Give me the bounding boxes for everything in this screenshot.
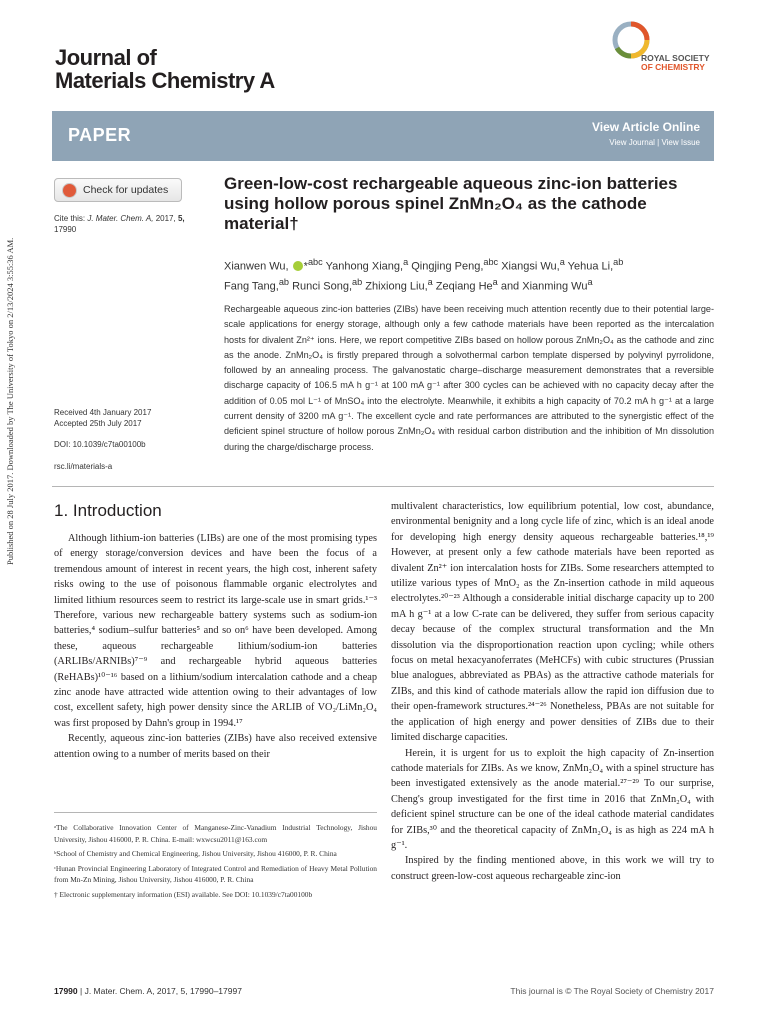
- check-for-updates-button[interactable]: [54, 178, 182, 202]
- received-date: Received 4th January 2017: [54, 408, 152, 417]
- intro-paragraph-1: Although lithium-ion batteries (LIBs) are one of the most promising types of energy storage/conversion devices and have been the focus of a tremendous amount of interest in recent years, the high cost, inherent safety risks owing to the use of poisonous flammable organic electrolytes and limited lithium resources seem to restrict its large-scale use in smart grids.¹⁻³ Therefore, various new rechargeable battery systems such as sodium-ion batteries,⁴ sodium–sulfur batteries⁵ and so on⁶ have been developed. Among these, aqueous rechargeable lithium/sodium-ion batteries (ARLIBs/ARNIBs)⁷⁻⁹ and rechargeable hybrid aqueous batteries (ReHABs)¹⁰⁻¹⁶ based on a lithium/sodium intercalation cathode and a cheap zinc anode have attracted wide attention owing to their advantages of low cost, excellent safety, high power density since the ARLIB of VO₂/LiMn₂O₄ was first proposed by Dahn's group in 1994.¹⁷: [54, 533, 377, 729]
- paper-title: Green-low-cost rechargeable aqueous zinc-ion batteries using hollow porous spinel ZnMn₂O₄ as the cathode material†: [224, 174, 678, 233]
- footnote-b: ᵇSchool of Chemistry and Chemical Engineering, Jishou University, Jishou 416000, P. R. China: [54, 849, 337, 859]
- author-line-2: Fang Tang,$^{ab}$ Runci Song,$^{ab}$ Zhixiong Liu,$^a$ Zeqiang He$^a$ and Xianming Wu$^a$: [224, 277, 593, 293]
- intro-paragraph-3: multivalent characteristics, low equilibrium potential, low cost, abundance, environmental benignity and a long cycle life of zinc, which is an ideal anode for developing high energy density aqueous rechargeable batteries.¹⁸,¹⁹ However, at present only a few cathode materials have been reported as divalent Zn²⁺ ion intercalation hosts for ZIBs. Some researchers attempted to utilize various types of MnO₂ as the Zn-insertion cathode in mild aqueous electrolytes.²⁰⁻²³ Although a considerable initial discharge capacity up to 200 mA h g⁻¹ at a low C-rate can be delivered, they suffer from serious capacity decay because of the complex structural transformation and the Mn dissolution via the disproportionation reaction upon cycling; while others focus on metal hexacyanoferrates (MeHCFs) with cubic structures (Prussian blue analogues, abbreviated as PBAs) as the attractive cathode materials for ZIBs, and this kind of cathode materials allow the rapid ion diffusion due to their open-framework structures.²⁴⁻²⁶ Nonetheless, PBAs are not suitable for the application of high energy and power densities of ZIBs due to their limited discharge capacities.: [391, 501, 714, 744]
- intro-paragraph-5: Inspired by the finding mentioned above, in this work we will try to construct green-low-cost aqueous rechargeable zinc-ion: [391, 855, 714, 882]
- abstract-divider: [52, 486, 714, 487]
- author-line-1: Xianwen Wu, *$^{abc}$ Yanhong Xiang,$^a$ Qingjing Peng,$^{abc}$ Xiangsi Wu,$^a$ Yehua Li,$^{ab}$: [224, 257, 624, 273]
- cite-label: Cite this:: [54, 214, 86, 223]
- journal-title-line2: Materials Chemistry A: [55, 68, 275, 93]
- rsc-logo-line1: ROYAL SOCIETY: [641, 53, 710, 63]
- section-heading-introduction: 1. Introduction: [54, 501, 162, 520]
- footer-journal-citation: | J. Mater. Chem. A, 2017, 5, 17990–17997: [80, 986, 242, 996]
- cite-volume: 5,: [177, 214, 185, 223]
- check-for-updates-label: Check for updates: [83, 184, 169, 196]
- journal-title: [55, 46, 275, 92]
- cite-page: 17990: [54, 224, 77, 234]
- orcid-icon[interactable]: [293, 261, 303, 271]
- page-number: 17990: [54, 986, 78, 996]
- intro-paragraph-4: Herein, it is urgent for us to exploit the high capacity of Zn-insertion cathode materials for ZIBs. As we know, ZnMn₂O₄ with a spinel structure has been investigated extensively as the anode material.²⁷⁻²⁹ To our surprise, Cheng's group investigated for the first time in 2016 that ZnMn₂O₄ with deficient spinel structure can be one of the ideal cathode material candidates for ZIBs,³⁰ and the theoretical capacity of ZnMn₂O₄ is as high as 224 mA h g⁻¹.: [391, 747, 714, 851]
- footnote-c: ᶜHunan Provincial Engineering Laboratory of Integrated Control and Remediation of Heavy Metal Pollution from Mn-Zn Mining, Jishou University, Jishou 416000, P. R. China: [54, 863, 377, 885]
- article-type: PAPER: [68, 125, 132, 145]
- footnote-esi: † Electronic supplementary information (ESI) available. See DOI: 10.1039/c7ta00100b: [54, 889, 313, 899]
- intro-paragraph-2: Recently, aqueous zinc-ion batteries (ZIBs) have also received extensive attention owing to a number of merits based on their: [54, 733, 377, 760]
- journal-title-line1: Journal of: [55, 45, 157, 70]
- doi[interactable]: DOI: 10.1039/c7ta00100b: [54, 440, 146, 449]
- affiliation-footnotes: [54, 822, 377, 904]
- accepted-date: Accepted 25th July 2017: [54, 419, 142, 428]
- view-article-online-link[interactable]: View Article Online: [591, 120, 700, 134]
- journal-link[interactable]: rsc.li/materials-a: [54, 462, 113, 471]
- page-footer-citation: [54, 986, 242, 996]
- journal-issue-links[interactable]: View Journal | View Issue: [609, 138, 700, 147]
- download-note: Published on 28 July 2017. Downloaded by The University of Tokyo on 2/13/2024 3:55:36 AM.: [5, 237, 15, 565]
- citation-block: [54, 214, 204, 235]
- update-badge-icon: [62, 183, 77, 198]
- author-list: [224, 255, 724, 295]
- intro-left-column: [54, 531, 377, 762]
- footnote-rule: [54, 812, 377, 813]
- abstract: Rechargeable aqueous zinc-ion batteries (ZIBs) have been receiving much attention recently due to their potential large-scale applications for energy storage, although only a few cathode materials have been reported as the intercalation hosts for divalent Zn²⁺ ions. Here, we report competitive ZIBs based on hollow porous ZnMn₂O₄ as the cathode and zinc as the anode. ZnMn₂O₄ is firstly prepared through a solvothermal carbon template dispersed by polyvinyl pyrrolidone, followed by an annealing process. The galvanostatic charge–discharge measurement demonstrates that a reversible discharge capacity of 106.5 mA h g⁻¹ at 100 mA g⁻¹ after 300 cycles can be achieved with no capacity decay after the addition of 0.05 mol L⁻¹ of MnSO₄ into the electrolyte. Meanwhile, it exhibits a high capacity of 70.2 mA h g⁻¹ at a large current density of 3200 mA g⁻¹. The excellent cycle and rate performances are attributed to the synergistic effect of the deficient spinel structure of hollow porous ZnMn₂O₄ with residual carbon distribution and the inhibition of Mn dissolution during the charge/discharge process.: [224, 304, 714, 452]
- intro-right-column: [391, 499, 714, 884]
- cite-journal: J. Mater. Chem. A,: [87, 214, 154, 223]
- article-banner: [52, 111, 714, 161]
- cite-year: 2017,: [155, 214, 176, 223]
- rsc-logo-line2: OF CHEMISTRY: [641, 62, 705, 72]
- rsc-logo: [611, 20, 721, 90]
- footnote-a: ᵃThe Collaborative Innovation Center of Manganese-Zinc-Vanadium Industrial Technology, Jishou University, Jishou 416000, P. R. China. E-mail: wxwcsu2011@163.com: [54, 823, 377, 844]
- footer-copyright: This journal is © The Royal Society of Chemistry 2017: [510, 986, 714, 996]
